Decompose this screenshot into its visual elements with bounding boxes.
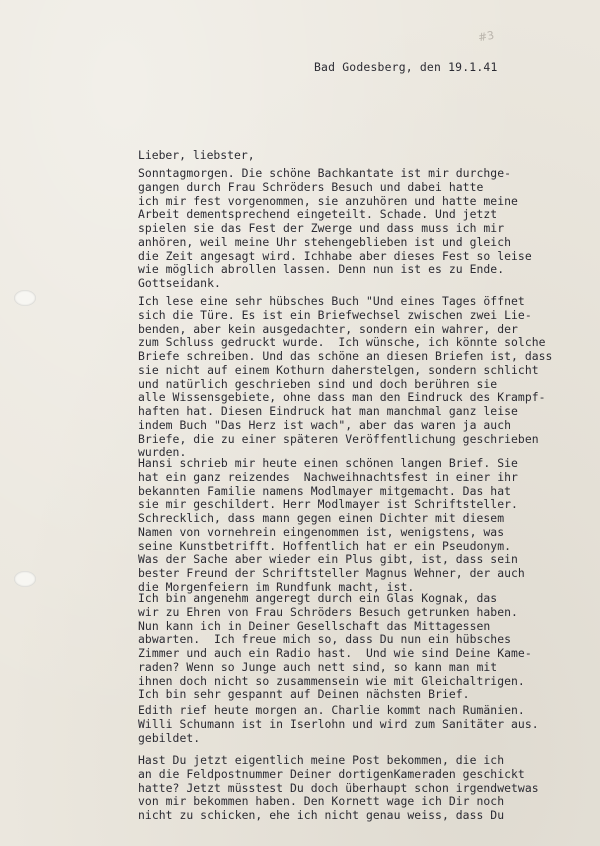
text-line: abwarten. Ich freue mich so, dass Du nun ein hübsches bbox=[138, 632, 512, 647]
paragraph-5 bbox=[138, 704, 590, 745]
text-line: Sonntagmorgen. Die schöne Bachkantate ist mir durchge- bbox=[138, 166, 512, 180]
paragraph-1 bbox=[138, 167, 590, 291]
text-line: an die Feldpostnummer Deiner dortigenKameraden geschickt bbox=[138, 766, 525, 781]
text-line: hatte? Jetzt müsstest Du doch überhaupt schon irgendwetwas bbox=[138, 780, 539, 795]
text-line: indem Buch "Das Herz ist wach", aber das waren ja auch bbox=[138, 417, 512, 432]
text-line: ihnen doch nicht so zusammensein wie mit Gleichaltrigen. bbox=[138, 673, 525, 688]
salutation: Lieber, liebster, bbox=[138, 148, 255, 162]
text-line: und natürlich geschrieben sind und doch berühren sie bbox=[138, 376, 498, 391]
text-line: Hast Du jetzt eigentlich meine Post bekommen, die ich bbox=[138, 753, 505, 767]
text-line: die Morgenfeiern im Rundfunk macht, ist. bbox=[138, 579, 415, 594]
pencil-mark: #3 bbox=[476, 28, 496, 45]
text-line: sie nicht auf einem Kothurn daherstelgen, sondern schlicht bbox=[138, 362, 539, 377]
text-line: raden? Wenn so Junge auch nett sind, so kann man mit bbox=[138, 659, 498, 674]
text-line: Briefe, die zu einer späteren Veröffentlichung geschrieben bbox=[138, 431, 539, 446]
date-line: Bad Godesberg, den 19.1.41 bbox=[314, 60, 498, 74]
paragraph-3 bbox=[138, 457, 590, 595]
text-line: bester Freund der Schriftsteller Magnus Wehner, der auch bbox=[138, 566, 525, 580]
text-line: bekannten Familie namens Modlmayer mitgemacht. Das hat bbox=[138, 483, 512, 498]
text-line: Willi Schumann ist in Iserlohn und wird zum Sanitäter aus. bbox=[138, 716, 539, 731]
text-line: die Zeit angesagt wird. Ichhabe aber dieses Fest so leise bbox=[138, 248, 532, 263]
text-line: Namen von vornehrein eingenommen ist, wenigstens, was bbox=[138, 524, 505, 539]
text-line: nicht zu schicken, ehe ich nicht genau weiss, dass Du bbox=[138, 808, 505, 822]
punch-hole-top bbox=[14, 290, 36, 306]
text-line: Hansi schrieb mir heute einen schönen langen Brief. Sie bbox=[138, 456, 518, 470]
text-line: von mir bekommen haben. Den Kornett wage ich Dir noch bbox=[138, 794, 505, 809]
text-line: alle Wissensgebiete, ohne dass man den Eindruck des Krampf- bbox=[138, 390, 546, 405]
text-line: wir zu Ehren von Frau Schröders Besuch getrunken haben. bbox=[138, 604, 518, 619]
text-line: Schrecklich, dass mann gegen einen Dichter mit diesem bbox=[138, 511, 505, 525]
text-line: Arbeit dementsprechend eingeteilt. Schade. Und jetzt bbox=[138, 207, 498, 222]
text-line: anhören, weil meine Uhr stehengeblieben ist und gleich bbox=[138, 234, 512, 249]
text-line: Ich bin sehr gespannt auf Deinen nächsten Brief. bbox=[138, 687, 470, 702]
text-line: spielen sie das Fest der Zwerge und dass muss ich mir bbox=[138, 221, 505, 235]
text-line: seine Kunstbetrifft. Hoffentlich hat er ein Pseudonym. bbox=[138, 538, 512, 553]
text-line: sich die Türe. Es ist ein Briefwechsel zwischen zwei Lie- bbox=[138, 307, 532, 322]
text-line: Gottseidank. bbox=[138, 276, 221, 290]
paragraph-4 bbox=[138, 592, 590, 702]
text-line: Ich lese eine sehr hübsches Buch "Und eines Tages öffnet bbox=[138, 294, 525, 308]
punch-hole-bottom bbox=[14, 571, 36, 587]
text-line: hat ein ganz reizendes Nachweihnachtsfest in einer ihr bbox=[138, 469, 518, 484]
text-line: wurden. bbox=[138, 445, 187, 460]
text-line: ich mir fest vorgenommen, sie anzuhören und hatte meine bbox=[138, 193, 518, 208]
paragraph-6 bbox=[138, 754, 590, 823]
text-line: Nun kann ich in Deiner Gesellschaft das Mittagessen bbox=[138, 618, 491, 633]
text-line: gebildet. bbox=[138, 730, 201, 745]
text-line: Zimmer und auch ein Radio hast. Und wie sind Deine Kame- bbox=[138, 646, 532, 660]
text-line: Was der Sache aber wieder ein Plus gibt, ist, dass sein bbox=[138, 552, 518, 567]
text-line: Edith rief heute morgen an. Charlie kommt nach Rumänien. bbox=[138, 703, 525, 717]
text-line: zum Schluss gedruckt wurde. Ich wünsche, ich könnte solche bbox=[138, 335, 546, 350]
text-line: Ich bin angenehm angeregt durch ein Glas Kognak, das bbox=[138, 591, 498, 605]
paragraph-2 bbox=[138, 295, 590, 460]
text-line: wie möglich abrollen lassen. Denn nun ist es zu Ende. bbox=[138, 262, 505, 277]
text-line: gangen durch Frau Schröders Besuch und dabei hatte bbox=[138, 179, 484, 194]
text-line: haften hat. Diesen Eindruck hat man manchmal ganz leise bbox=[138, 404, 518, 418]
text-line: sie mir geschildert. Herr Modlmayer ist Schriftsteller. bbox=[138, 497, 518, 512]
text-line: Briefe schreiben. Und das schöne an diesen Briefen ist, dass bbox=[138, 349, 553, 363]
text-line: benden, aber kein ausgedachter, sondern ein wahrer, der bbox=[138, 321, 518, 336]
